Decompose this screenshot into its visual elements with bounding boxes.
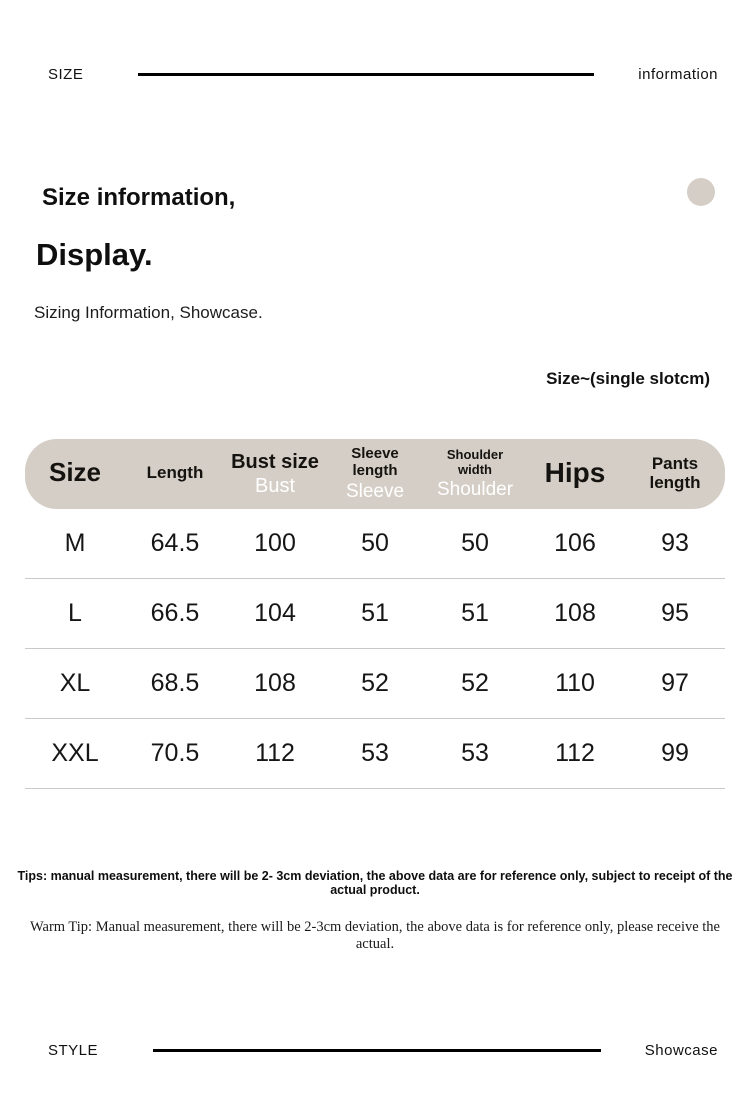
hips-cell: 108 [554, 599, 596, 627]
sleeve-cell: 50 [361, 529, 389, 557]
hips-cell: 106 [554, 529, 596, 557]
pants-cell: 93 [661, 529, 689, 557]
column-label: Length [146, 463, 204, 483]
column-label: Size [48, 457, 102, 488]
table-row [25, 649, 725, 719]
bottom-divider-line [153, 1049, 601, 1052]
bottom-right-label: Showcase [644, 1041, 718, 1059]
heading-size-information: Size information, [42, 184, 236, 211]
subtitle: Sizing Information, Showcase. [34, 303, 263, 322]
length-cell: 68.5 [150, 669, 200, 697]
shoulder-cell: 50 [461, 529, 489, 557]
shoulder-cell: 53 [461, 739, 489, 767]
decorative-dot [687, 178, 715, 206]
size-table-header [25, 439, 725, 509]
column-header-size [25, 439, 125, 509]
size-table [25, 439, 725, 789]
column-sublabel: Shoulder [436, 478, 514, 500]
column-header-pants [625, 439, 725, 509]
column-sublabel: Bust [254, 474, 296, 497]
column-header-length [125, 439, 225, 509]
column-label: Sleeve length [351, 445, 399, 480]
warm-tip-note: Warm Tip: Manual measurement, there will be 2-3cm deviation, the above data is for reference only, please receive the actual. [29, 919, 720, 952]
bust-cell: 104 [254, 599, 296, 627]
top-left-label: SIZE [48, 65, 84, 83]
column-header-shoulder [425, 439, 525, 509]
column-header-bust [225, 439, 325, 509]
size-cell: XL [59, 669, 91, 697]
heading-display: Display. [36, 237, 153, 272]
column-sublabel: Sleeve [345, 480, 405, 502]
column-header-hips [525, 439, 625, 509]
sleeve-cell: 53 [361, 739, 389, 767]
bust-cell: 108 [254, 669, 296, 697]
column-label: Bust size [231, 451, 319, 474]
column-header-sleeve [325, 439, 425, 509]
sleeve-cell: 52 [361, 669, 389, 697]
table-row [25, 719, 725, 789]
sleeve-cell: 51 [361, 599, 389, 627]
unit-note: Size~(single slotcm) [546, 369, 710, 388]
size-cell: L [68, 599, 82, 627]
bust-cell: 112 [255, 739, 295, 767]
size-cell: M [64, 529, 86, 557]
length-cell: 66.5 [150, 599, 200, 627]
column-label: Shoulder width [446, 447, 504, 478]
top-rule-bar [0, 64, 750, 84]
length-cell: 64.5 [150, 529, 200, 557]
table-row [25, 509, 725, 579]
bottom-rule-bar [0, 1040, 750, 1060]
top-divider-line [138, 73, 594, 76]
bottom-left-label: STYLE [48, 1041, 99, 1059]
pants-cell: 97 [661, 669, 689, 697]
shoulder-cell: 51 [461, 599, 489, 627]
pants-cell: 95 [661, 599, 689, 627]
column-label: Pants length [649, 453, 701, 492]
hips-cell: 110 [555, 669, 595, 697]
table-row [25, 579, 725, 649]
size-cell: XXL [51, 739, 99, 767]
length-cell: 70.5 [150, 739, 200, 767]
top-right-label: information [638, 65, 718, 83]
tips-bold-note: Tips: manual measurement, there will be 2- 3cm deviation, the above data are for reference only, subject to receipt of the actual product. [17, 869, 733, 897]
notes-section [0, 869, 750, 953]
column-label: Hips [544, 457, 606, 489]
pants-cell: 99 [661, 739, 689, 767]
bust-cell: 100 [254, 529, 296, 557]
shoulder-cell: 52 [461, 669, 489, 697]
hips-cell: 112 [555, 739, 595, 767]
